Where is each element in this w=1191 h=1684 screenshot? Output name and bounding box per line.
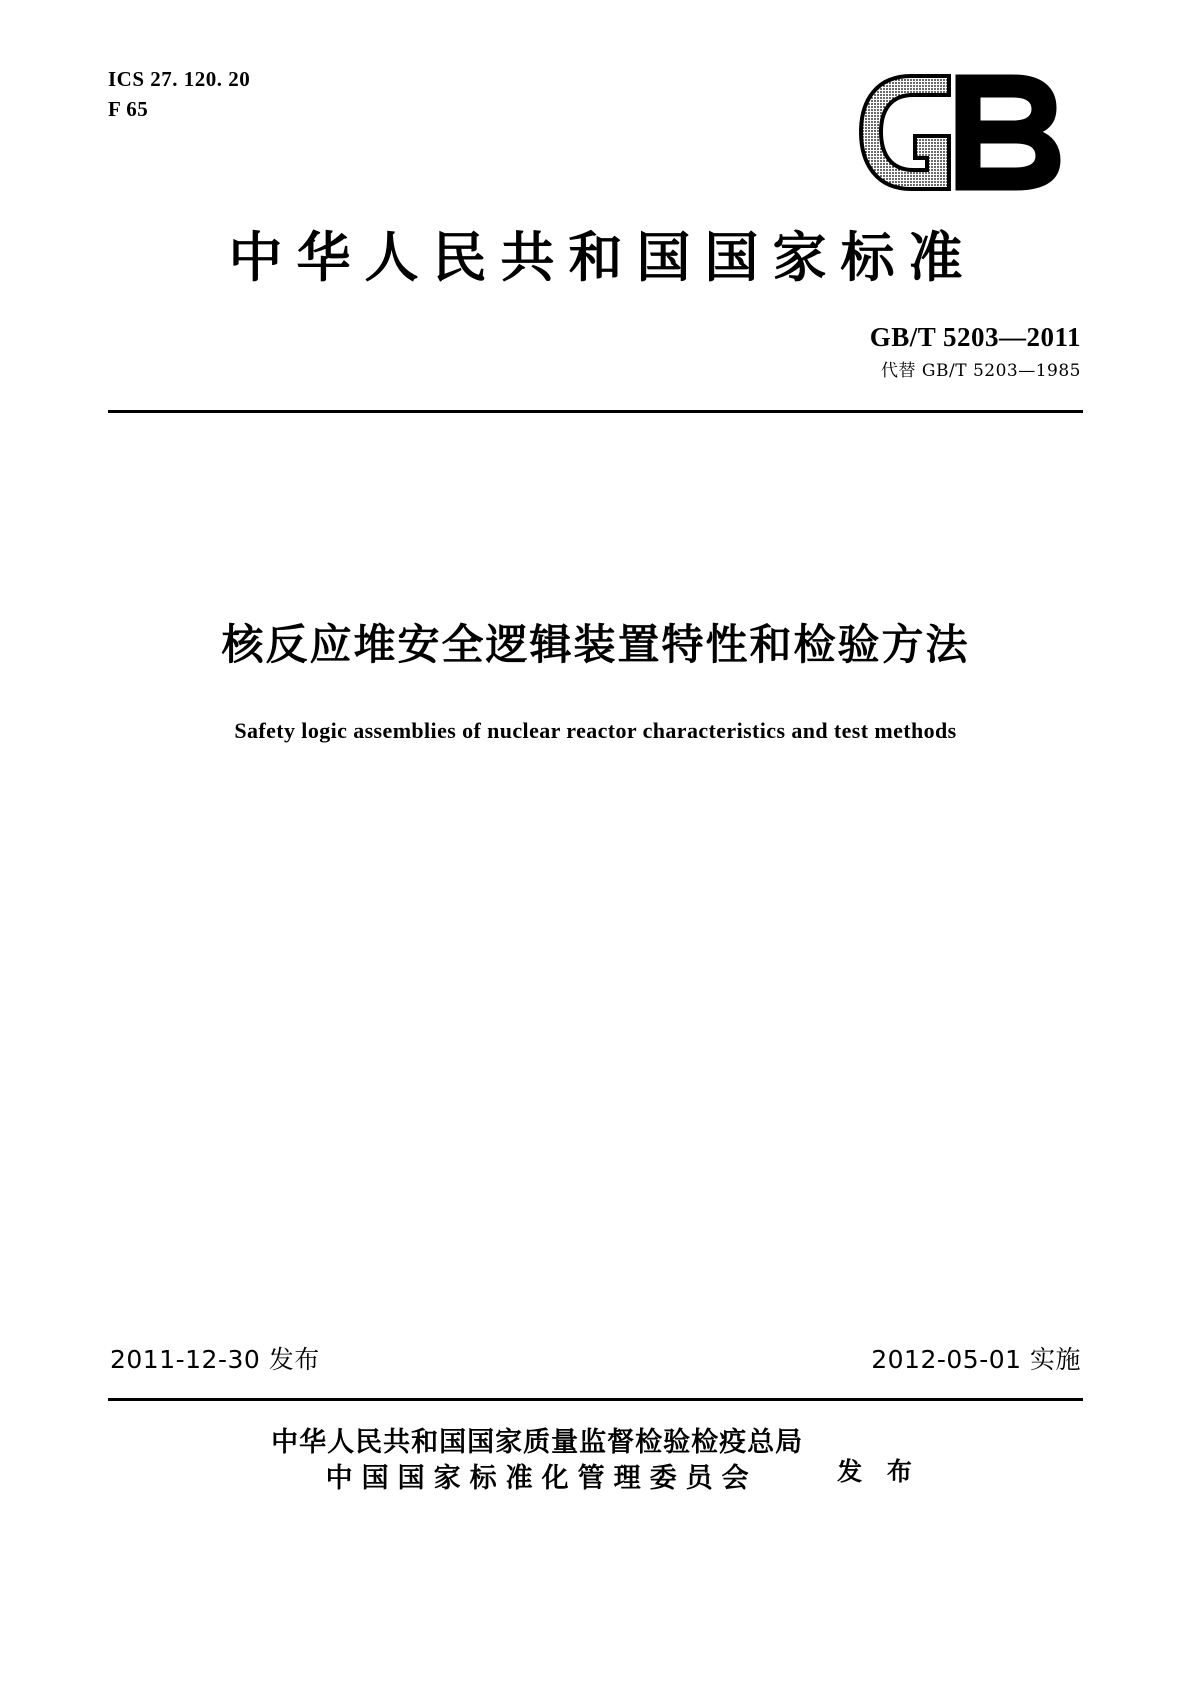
document-title-chinese: 核反应堆安全逻辑装置特性和检验方法	[221, 620, 970, 669]
publisher-organizations	[271, 1425, 803, 1498]
divider-bottom	[108, 1398, 1083, 1401]
issue-date: 2011-12-30 发布	[110, 1345, 320, 1374]
publisher-org-line-2: 中国国家标准化管理委员会	[325, 1463, 758, 1495]
publisher-org-line-1: 中华人民共和国国家质量监督检验检疫总局	[271, 1427, 804, 1458]
implementation-date: 2012-05-01 实施	[871, 1345, 1081, 1374]
ics-code: ICS 27. 120. 20	[108, 67, 251, 91]
standard-replaces: 代替 GB/T 5203—1985	[881, 361, 1081, 381]
document-title-english: Safety logic assemblies of nuclear reactor characteristics and test methods	[234, 718, 957, 743]
gb-logo-icon	[853, 70, 1083, 195]
page-title: 中华人民共和国国家标准	[228, 225, 977, 289]
divider-top	[108, 410, 1083, 413]
standard-number: GB/T 5203—2011	[869, 322, 1081, 352]
publisher-action-label: 发 布	[837, 1457, 920, 1487]
publisher-block	[0, 1425, 1191, 1498]
ccs-code: F 65	[108, 97, 149, 122]
ics-classification	[108, 64, 250, 125]
